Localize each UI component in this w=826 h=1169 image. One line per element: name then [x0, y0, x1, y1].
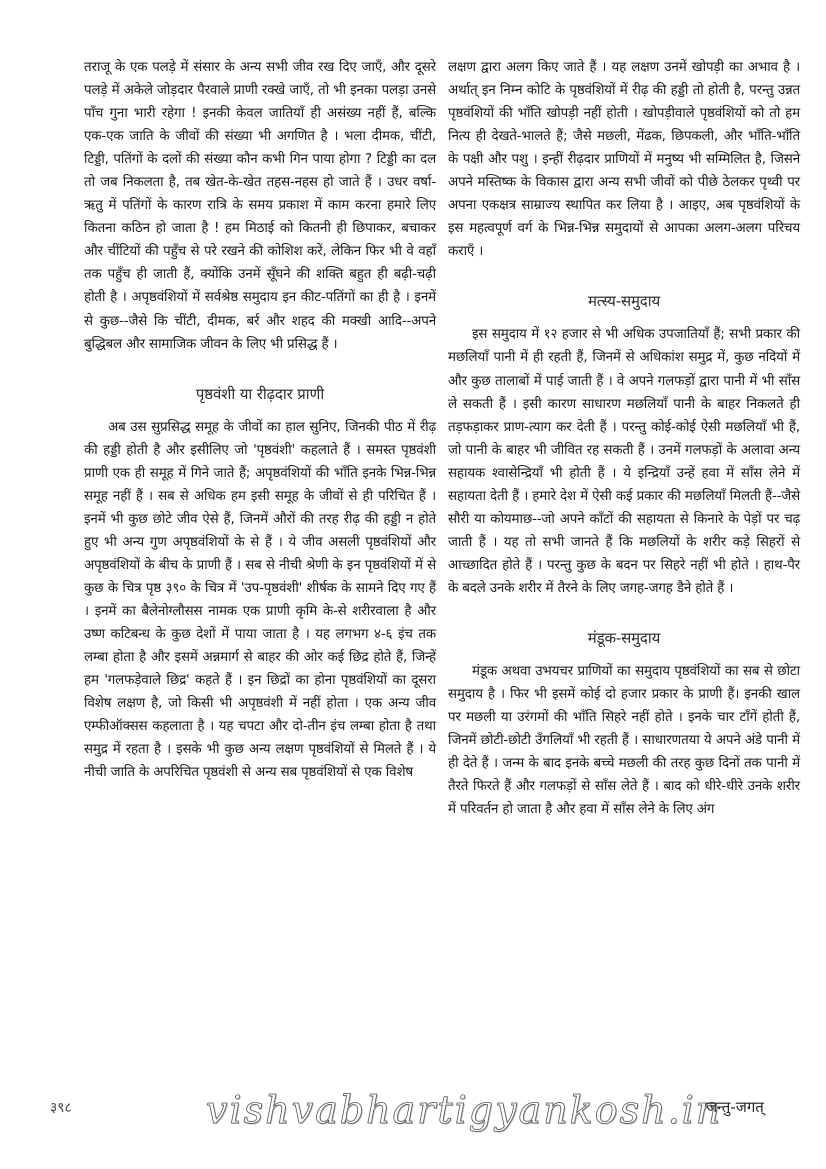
- watermark: vishvabhartigyankosh.in: [206, 1088, 723, 1132]
- left-column: [84, 56, 436, 784]
- paragraph-continued-skull: लक्षण द्वारा अलग किए जाते हैं । यह लक्षण उनमें खोपड़ी का अभाव है । अर्थात् इन निम्न कोटि के पृष्ठवंशियों में रीढ़ की हड्डी तो होती है, परन्तु उन्नत पृष्ठवंशियों की भाँति खोपड़ी नहीं होती । खोपड़ीवाले पृष्ठवंशियों को तो हम नित्य ही देखते-भालते हैं; जैसे मछली, मेंढक, छिपकली, और भाँति-भाँति के पक्षी और पशु । इन्हीं रीढ़दार प्राणियों में मनुष्य भी सम्मिलित है, जिसने अपने मस्तिष्क के विकास द्वारा अन्य सभी जीवों को पीछे ठेलकर पृथ्वी पर अपना एकक्षत्र साम्राज्य स्थापित कर लिया है । आइए, अब पृष्ठवंशियों के इस महत्वपूर्ण वर्ग के भिन्न-भिन्न समुदायों से आपका अलग-अलग परिचय कराएँ ।: [448, 60, 800, 260]
- section-heading-amphibians: मंडूक-समुदाय: [587, 628, 661, 647]
- paragraph-vertebrates: अब उस सुप्रसिद्ध समूह के जीवों का हाल सुनिए, जिनकी पीठ में रीढ़ की हड्डी होती है और इसीलिए जो 'पृष्ठवंशी' कहलाते हैं । समस्त पृष्ठवंशी प्राणी एक ही समूह में गिने जाते हैं; अपृष्ठवंशियों की भाँति इनके भिन्न-भिन्न समूह नहीं हैं । सब से अधिक हम इसी समूह के जीवों से ही परिचित हैं । इनमें भी कुछ छोटे जीव ऐसे हैं, जिनमें औरों की तरह रीढ़ की हड्डी न होते हुए भी अन्य गुण अपृष्ठवंशियों के से हैं । ये जीव असली पृष्ठवंशियों और अपृष्ठवंशियों के बीच के प्राणी हैं । सब से नीची श्रेणी के इन पृष्ठवंशियों में से कुछ के चित्र पृष्ठ ३९० के चित्र में 'उप-पृष्ठवंशी' शीर्षक के सामने दिए गए हैं । इनमें का बैलेनोग्लौसस नामक एक प्राणी कृमि के-से शरीरवाला है और उष्ण कटिबन्ध के कुछ देशों में पाया जाता है । यह लगभग ४-६ इंच तक लम्बा होता है और इसमें अन्नमार्ग से बाहर की ओर कई छिद्र होते हैं, जिन्हें हम 'गलफड़ेवाले छिद्र' कहते हैं । इन छिद्रों का होना पृष्ठवंशियों का दूसरा विशेष लक्षण है, जो किसी भी अपृष्ठवंशी में नहीं होता । एक अन्य जीव एम्फीऑक्सस कहलाता है । यह चपटा और दो-तीन इंच लम्बा होता है तथा समुद्र में रहता है । इसके भी कुछ अन्य लक्षण पृष्ठवंशियों से मिलते हैं । ये नीची जाति के अपरिचित पृष्ठवंशी से अन्य सब पृष्ठवंशियों से एक विशेष: [84, 419, 436, 781]
- section-heading-vertebrates: पृष्ठवंशी या रीढ़दार प्राणी: [195, 384, 325, 403]
- paragraph-amphibians: मंडूक अथवा उभयचर प्राणियों का समुदाय पृष्ठवंशियों का सब से छोटा समुदाय है । फिर भी इसमें कोई दो हजार प्रकार के प्राणी हैं। इनकी खाल पर मछली या उरंगमों की भाँति सिहरे नहीं होते । इनके चार टाँगें होती हैं, जिनमें छोटी-छोटी उँगलियाँ भी रहती हैं । साधारणतया ये अपने अंडे पानी में ही देते हैं । जन्म के बाद इनके बच्चे मछली की तरह कुछ दिनों तक पानी में तैरते फिरते हैं और गलफड़ों से साँस लेते हैं । बाद को धीरे-धीरे उनके शरीर में परिवर्तन हो जाता है और हवा में साँस लेने के लिए अंग: [448, 663, 800, 818]
- page-number: ३९८: [50, 1100, 72, 1116]
- running-footer-title: जन्तु-जगत्: [706, 1098, 764, 1116]
- paragraph-fish: इस समुदाय में १२ हजार से भी अधिक उपजातियाँ हैं; सभी प्रकार की मछलियाँ पानी में ही रहती हैं, जिनमें से अधिकांश समुद्र में, कुछ नदियों में और कुछ तालाबों में पाई जाती हैं । वे अपने गलफड़ों द्वारा पानी में भी साँस ले सकती हैं । इसी कारण साधारण मछलियाँ पानी के बाहर निकलते ही तड़फड़ाकर प्राण-त्याग कर देती हैं । परन्तु कोई-कोई ऐसी मछलियाँ भी हैं, जो पानी के बाहर भी जीवित रह सकती हैं । उनमें गलफड़ों के अलावा अन्य सहायक श्वासेन्द्रियाँ भी होती हैं । ये इन्द्रियाँ उन्हें हवा में साँस लेने में सहायता देती हैं । हमारे देश में ऐसी कई प्रकार की मछलियाँ मिलती हैं--जैसे सौरी या कोयमाछ--जो अपने काँटों की सहायता से किनारे के पेड़ों पर चढ़ जाती हैं । यह तो सभी जानते हैं कि मछलियों के शरीर कड़े सिहरों से आच्छादित होते हैं । परन्तु कुछ के बदन पर सिहरे नहीं भी होते । हाथ-पैर के बदले उनके शरीर में तैरने के लिए जगह-जगह डैने होते हैं ।: [448, 327, 800, 596]
- right-column: [448, 56, 800, 821]
- paragraph-continued-arthropods: तराजू के एक पलड़े में संसार के अन्य सभी जीव रख दिए जाएँ, और दूसरे पलड़े में अकेले जोड़दार पैरवाले प्राणी रक्खे जाएँ, तो भी इनका पलड़ा उनसे पाँच गुना भारी रहेगा ! इनकी केवल जातियाँ ही असंख्य नहीं हैं, बल्कि एक-एक जाति के जीवों की संख्या भी अगणित है । भला दीमक, चींटी, टिड्डी, पतिंगों के दलों की संख्या कौन कभी गिन पाया होगा ? टिड्डी का दल तो जब निकलता है, तब खेत-के-खेत तहस-नहस हो जाते हैं । उधर वर्षा-ऋतु में पतिंगों के कारण रात्रि के समय प्रकाश में काम करना हमारे लिए कितना कठिन हो जाता है ! हम मिठाई को कितनी ही छिपाकर, बचाकर और चींटियों की पहुँच से परे रखने की कोशिश करें, लेकिन फिर भी वे वहाँ तक पहुँच ही जाती हैं, क्योंकि उनमें सूँघने की शक्ति बहुत ही बढ़ी-चढ़ी होती है । अपृष्ठवंशियों में सर्वश्रेष्ठ समुदाय इन कीट-पतिंगों का ही है । इनमें से कुछ--जैसे कि चींटी, दीमक, बर्र और शहद की मक्खी आदि--अपने बुद्धिबल और सामाजिक जीवन के लिए भी प्रसिद्ध हैं ।: [84, 60, 436, 352]
- section-heading-fish: मत्स्य-समुदाय: [587, 292, 661, 311]
